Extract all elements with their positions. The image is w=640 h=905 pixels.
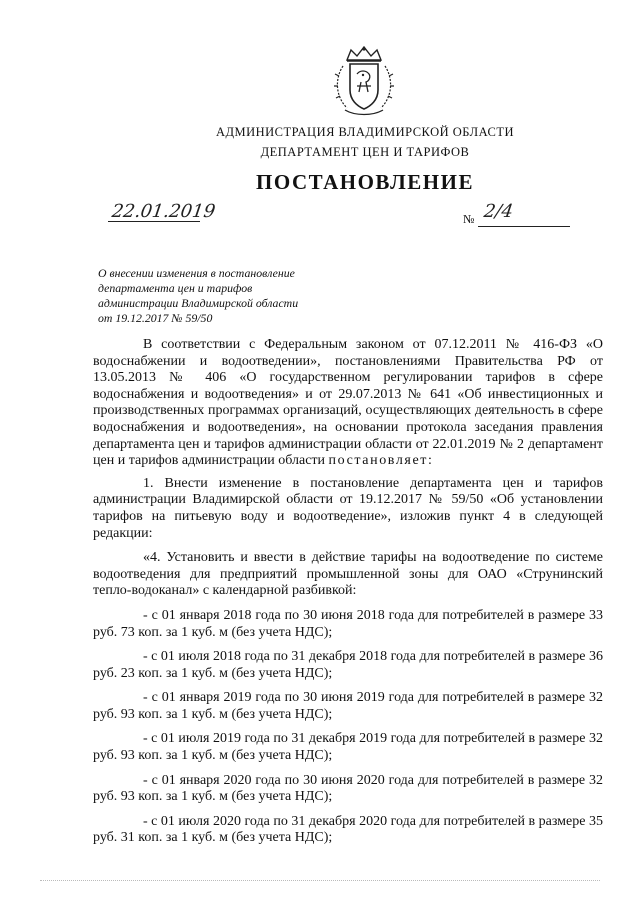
number-underline <box>478 226 570 227</box>
org-name: АДМИНИСТРАЦИЯ ВЛАДИМИРСКОЙ ОБЛАСТИ <box>215 125 515 139</box>
scan-artifact-line <box>40 878 600 881</box>
item-1-paragraph: 1. Внести изменение в постановление департамента цен и тарифов администрации Владимирской области от 19.12.2017 № 59/50 «Об установлении тарифов на питьевую воду и водоотведение», изложив пункт 4 в следующей редакции: <box>93 475 603 541</box>
tariff-line: - с 01 января 2018 года по 30 июня 2018 года для потребителей в размере 33 руб. 73 коп. за 1 куб. м (без учета НДС); <box>93 607 603 640</box>
date-underline <box>108 221 200 222</box>
document-title: ПОСТАНОВЛЕНИЕ <box>256 170 474 194</box>
tariff-line: - с 01 июля 2019 года по 31 декабря 2019 года для потребителей в размере 32 руб. 93 коп. за 1 куб. м (без учета НДС); <box>93 731 603 764</box>
preamble-text: В соответствии с Федеральным законом от 07.12.2011 № 416-ФЗ «О водоснабжении и водоотведении», постановлениями Правительства РФ от 13.05.2013 № 406 «О государственном регулировании тарифов в сфере водоснабжения и водоотведения» и от 29.07.2013 № 641 «Об инвестиционных и производственных программах организаций, осуществляющих деятельность в сфере водоснабжения и водоотведения», на основании протокола заседания правления департамента цен и тарифов администрации области от 22.01.2019 № 2 департамент цен и тарифов администрации области <box>93 337 603 469</box>
decree-word: постановляет: <box>328 453 434 469</box>
subject-line: департамента цен и тарифов <box>98 281 253 295</box>
document-subject <box>98 266 338 326</box>
department-name: ДЕПАРТАМЕНТ ЦЕН И ТАРИФОВ <box>260 145 470 159</box>
tariff-line: - с 01 июля 2020 года по 31 декабря 2020 года для потребителей в размере 35 руб. 31 коп. за 1 куб. м (без учета НДС); <box>93 813 603 846</box>
tariff-line: - с 01 января 2020 года по 30 июня 2020 года для потребителей в размере 32 руб. 93 коп. за 1 куб. м (без учета НДС); <box>93 772 603 805</box>
document-body <box>93 337 603 847</box>
preamble-paragraph <box>93 337 603 470</box>
document-date: 22.01.2019 <box>110 201 217 222</box>
tariff-line: - с 01 января 2019 года по 30 июня 2019 года для потребителей в размере 32 руб. 93 коп. за 1 куб. м (без учета НДС); <box>93 690 603 722</box>
subject-line: О внесении изменения в постановление <box>98 266 295 280</box>
subject-line: от 19.12.2017 № 59/50 <box>98 311 213 325</box>
coat-of-arms-icon <box>333 46 395 118</box>
item-4-paragraph: «4. Установить и ввести в действие тарифы на водоотведение по системе водоотведения для предприятий промышленной зоны для ОАО «Струнинский тепло-водоканал» с календарной разбивкой: <box>93 550 603 599</box>
number-label: № <box>463 212 475 226</box>
tariff-line: - с 01 июля 2018 года по 31 декабря 2018 года для потребителей в размере 36 руб. 23 коп. за 1 куб. м (без учета НДС); <box>93 649 603 681</box>
subject-line: администрации Владимирской области <box>98 296 299 310</box>
document-number: 2/4 <box>482 201 515 222</box>
